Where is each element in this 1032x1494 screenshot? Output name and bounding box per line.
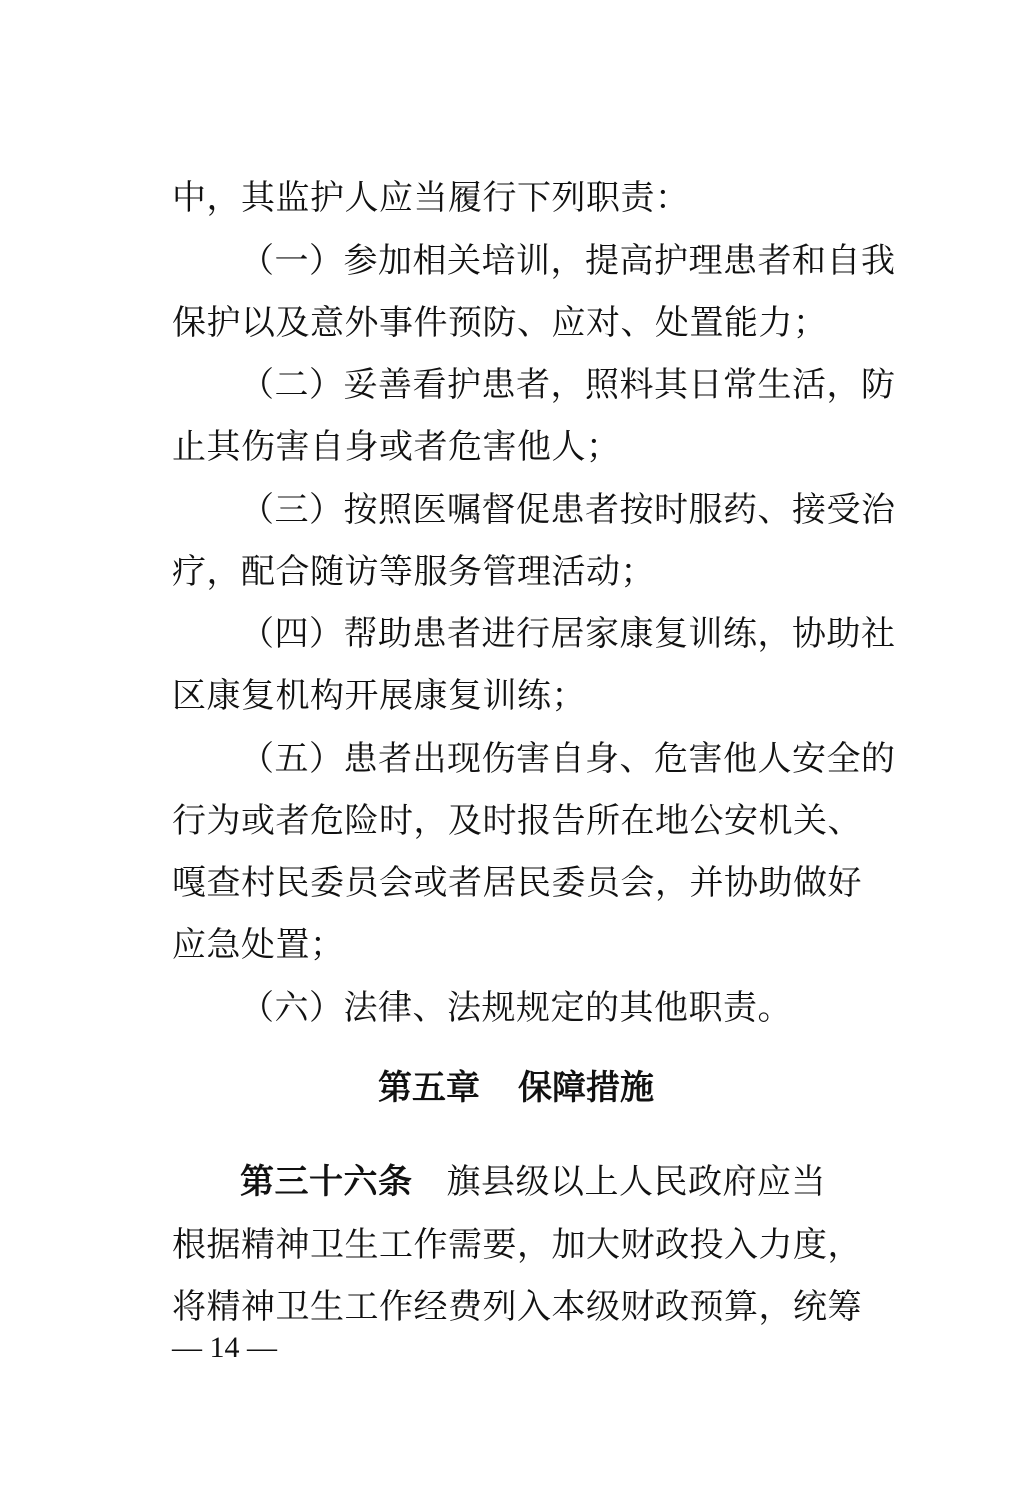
text-line: 将精神卫生工作经费列入本级财政预算，统筹 xyxy=(172,1287,862,1327)
text-line: 行为或者危险时，及时报告所在地公安机关、 xyxy=(172,801,862,841)
text-line: 嘎查村民委员会或者居民委员会，并协助做好 xyxy=(172,863,862,903)
chapter-heading xyxy=(0,1068,1032,1108)
text-line: 区康复机构开展康复训练； xyxy=(172,676,586,716)
text-line: 根据精神卫生工作需要，加大财政投入力度， xyxy=(172,1225,862,1265)
text-line: 疗，配合随访等服务管理活动； xyxy=(172,552,655,592)
text-line: （六）法律、法规规定的其他职责。 xyxy=(240,988,792,1028)
text-line: 止其伤害自身或者危害他人； xyxy=(172,427,621,467)
article-first-text: 旗县级以上人民政府应当 xyxy=(446,1162,826,1202)
text-line: 保护以及意外事件预防、应对、处置能力； xyxy=(172,303,828,343)
text-line: 应急处置； xyxy=(172,925,345,965)
text-line: （一）参加相关培训，提高护理患者和自我 xyxy=(240,241,896,281)
page-number: — 14 — xyxy=(172,1331,277,1364)
text-line: （五）患者出现伤害自身、危害他人安全的 xyxy=(240,739,896,779)
article-title: 第三十六条 xyxy=(240,1162,413,1202)
chapter-title: 保障措施 xyxy=(518,1068,654,1108)
text-line: 中，其监护人应当履行下列职责： xyxy=(172,178,690,218)
text-line: （二）妥善看护患者，照料其日常生活，防 xyxy=(240,365,896,405)
chapter-number: 第五章 xyxy=(378,1068,480,1108)
article-first-line xyxy=(240,1162,862,1202)
text-line: （三）按照医嘱督促患者按时服药、接受治 xyxy=(240,490,896,530)
text-line: （四）帮助患者进行居家康复训练，协助社 xyxy=(240,614,896,654)
